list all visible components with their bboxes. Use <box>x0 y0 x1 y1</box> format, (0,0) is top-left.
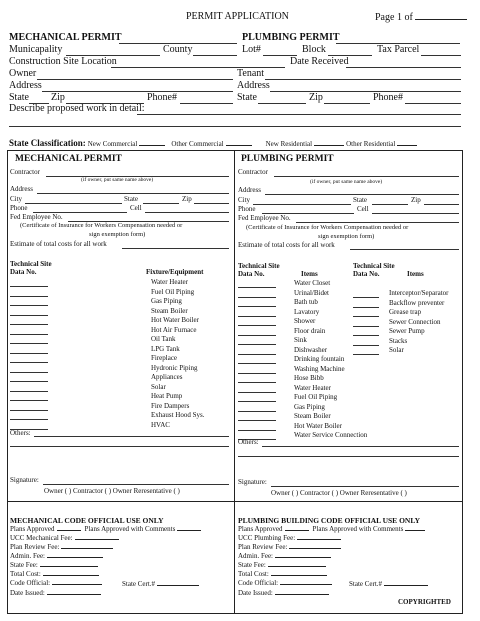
new-commercial-field[interactable] <box>139 145 165 146</box>
plumb-zip-field[interactable] <box>424 204 459 205</box>
mech-code-official: Code Official: <box>10 580 102 587</box>
equipment-item-label: LPG Tank <box>151 344 180 353</box>
equipment-item-label: Water Heater <box>151 278 188 286</box>
mech-address-field[interactable] <box>37 193 229 194</box>
page-total-field[interactable] <box>415 19 467 20</box>
mech-plan-review-fee-field[interactable] <box>61 548 113 549</box>
data-no-field[interactable] <box>238 420 276 421</box>
plumb-signer-roles[interactable]: Owner ( ) Contractor ( ) Owner Reresentative ( ) <box>271 489 407 497</box>
data-no-field[interactable] <box>238 335 276 336</box>
plumb-state-cert-field[interactable] <box>384 585 428 586</box>
owner-label: Owner <box>9 68 37 79</box>
mech-total-cost-field[interactable] <box>43 575 99 576</box>
data-no-field[interactable] <box>353 345 379 346</box>
plumb-tech-site-header-2: Technical Site <box>353 262 395 270</box>
mech-others-field-2[interactable] <box>10 446 229 447</box>
other-commercial-field[interactable] <box>226 145 252 146</box>
plumb-box-title: PLUMBING PERMIT <box>241 154 334 164</box>
plumb-tech-site-header-1: Technical Site <box>238 262 280 270</box>
mech-admin-fee: Admin. Fee: <box>10 553 103 560</box>
plumb-data-no-header-1: Data No. <box>238 270 265 278</box>
data-no-field[interactable] <box>238 430 276 431</box>
mech-fed-label: Fed Employee No. <box>10 213 63 221</box>
equipment-item-label: Sink <box>294 336 307 344</box>
owner-state-label: State <box>9 92 29 103</box>
mech-state-field[interactable] <box>143 203 179 204</box>
plumb-city-label: City <box>238 196 251 204</box>
plumb-state-cert: State Cert.# <box>349 581 428 588</box>
plumb-total-cost-field[interactable] <box>271 575 327 576</box>
equipment-item-label: Dishwasher <box>294 345 328 354</box>
state-classification <box>9 139 417 148</box>
tenant-zip-label: Zip <box>309 92 323 103</box>
equipment-item-label: Fire Dampers <box>151 401 190 410</box>
mech-state-cert-field[interactable] <box>157 585 199 586</box>
describe-work-field-1[interactable] <box>137 114 461 115</box>
plumb-signature-field[interactable] <box>271 486 459 487</box>
data-no-field[interactable] <box>238 354 276 355</box>
mech-ucc-fee: UCC Mechanical Fee: <box>10 535 119 542</box>
mech-signer-roles[interactable]: Owner ( ) Contractor ( ) Owner Reresentative ( ) <box>44 487 180 495</box>
plumb-plan-review-fee-field[interactable] <box>289 548 341 549</box>
mech-others-field-1[interactable] <box>34 436 229 437</box>
tenant-state-field[interactable] <box>258 103 306 104</box>
owner-phone-field[interactable] <box>180 103 233 104</box>
plumb-plans-approved: Plans Approved Plans Approved with Comments <box>238 526 425 533</box>
mech-estimate-field[interactable] <box>122 248 229 249</box>
mech-phone-label: Phone <box>10 204 28 212</box>
equipment-item-label: Hot Water Boiler <box>294 421 342 430</box>
plumb-state-fee: State Fee: <box>238 562 326 569</box>
plumb-address-label: Address <box>238 186 261 194</box>
equipment-item-label: Hot Air Furnace <box>151 325 197 334</box>
plumb-city-field[interactable] <box>253 204 351 205</box>
mech-admin-fee-field[interactable] <box>47 557 103 558</box>
equipment-item-label: Urinal/Bidet <box>294 288 329 297</box>
data-no-field[interactable] <box>10 305 48 306</box>
plumb-fed-label: Fed Employee No. <box>238 214 291 222</box>
equipment-item-label: Gas Piping <box>294 402 325 411</box>
equipment-item-label: Backflow preventer <box>389 298 445 307</box>
owner-phone-label: Phone# <box>147 92 177 103</box>
data-no-field[interactable] <box>10 315 48 316</box>
tax-parcel-field[interactable] <box>421 55 461 56</box>
plumb-items-header-1: Items <box>301 270 318 278</box>
equipment-item-label: HVAC <box>151 420 170 429</box>
equipment-item-label: Gas Piping <box>151 297 182 305</box>
plumb-zip-label: Zip <box>411 196 421 204</box>
equipment-item-label: Water Closet <box>294 279 331 287</box>
plumb-fed-field[interactable] <box>296 222 459 223</box>
describe-work-label: Describe proposed work in detail: <box>9 103 145 114</box>
plumb-state-label: State <box>353 196 367 204</box>
plumb-plans-approved-field[interactable] <box>285 530 309 531</box>
plumb-date-issued-field[interactable] <box>275 594 329 595</box>
equipment-item-label: Sewer Connection <box>389 317 441 326</box>
new-commercial-label: New Commercial <box>87 140 138 148</box>
equipment-item-label: Solar <box>151 382 166 391</box>
equipment-item-label: Washing Machine <box>294 364 345 373</box>
equipment-item-label: Grease trap <box>389 308 422 316</box>
mech-plans-comments-field[interactable] <box>177 530 201 531</box>
mech-official-title: MECHANICAL CODE OFFICIAL USE ONLY <box>10 516 164 525</box>
plumb-contractor-label: Contractor <box>238 168 268 176</box>
data-no-field[interactable] <box>238 392 276 393</box>
signature-divider <box>7 501 463 502</box>
mech-plans-approved-field[interactable] <box>57 530 81 531</box>
equipment-item-label: Fuel Oil Piping <box>151 287 195 296</box>
tenant-address-label: Address <box>237 80 270 91</box>
equipment-item-label: Fireplace <box>151 354 178 362</box>
data-no-field[interactable] <box>353 326 379 327</box>
owner-zip-label: Zip <box>51 92 65 103</box>
mech-permit-heading: MECHANICAL PERMIT <box>9 32 122 43</box>
plumb-signature-label: Signature: <box>238 478 267 486</box>
data-no-field[interactable] <box>238 316 276 317</box>
plumb-ucc-fee: UCC Plumbing Fee: <box>238 535 341 542</box>
plumb-total-cost: Total Cost: <box>238 571 327 578</box>
data-no-field[interactable] <box>238 401 276 402</box>
data-no-field[interactable] <box>238 344 276 345</box>
equipment-item-label: Interceptor/Separator <box>389 289 449 297</box>
mech-signature-field[interactable] <box>43 484 229 485</box>
mech-state-cert: State Cert.# <box>122 581 199 588</box>
plumb-admin-fee: Admin. Fee: <box>238 553 331 560</box>
equipment-item-label: Hot Water Boiler <box>151 316 199 324</box>
new-residential-field[interactable] <box>314 145 344 146</box>
construction-site-label: Construction Site Location <box>9 56 117 67</box>
plumb-official-title: PLUMBING BUILDING CODE OFFICIAL USE ONLY <box>238 516 421 525</box>
tenant-state-label: State <box>237 92 257 103</box>
data-no-field[interactable] <box>10 286 48 287</box>
date-received-field[interactable] <box>346 67 461 68</box>
plumb-address-field[interactable] <box>265 194 459 195</box>
data-no-field[interactable] <box>10 372 48 373</box>
plumb-cert-note-1: (Certificate of Insurance for Workers Compensation needed or <box>246 224 409 231</box>
copyright-notice: COPYRIGHTED <box>398 598 451 606</box>
other-commercial-label: Other Commercial <box>171 140 224 148</box>
mech-state-fee-field[interactable] <box>40 566 98 567</box>
equipment-item-label: Floor drain <box>294 326 326 335</box>
plumb-items-header-2: Items <box>407 270 424 278</box>
plumb-estimate-field[interactable] <box>350 249 459 250</box>
equipment-item-label: Appliances <box>151 373 183 381</box>
mech-cell-label: Cell <box>130 204 142 212</box>
plumb-estimate-label: Estimate of total costs for all work <box>238 241 335 249</box>
mech-date-issued: Date Issued: <box>10 590 101 597</box>
equipment-item-label: Shower <box>294 317 316 325</box>
data-no-field[interactable] <box>238 373 276 374</box>
data-no-field[interactable] <box>10 362 48 363</box>
data-no-field[interactable] <box>353 316 379 317</box>
mech-cert-note-2: sign exemption form) <box>89 231 146 238</box>
data-no-field[interactable] <box>10 419 48 420</box>
tenant-address-field[interactable] <box>270 91 461 92</box>
plumb-cert-note-2: sign exemption form) <box>318 233 375 240</box>
equipment-item-label: Heat Pump <box>151 392 183 400</box>
tenant-phone-field[interactable] <box>405 103 461 104</box>
equipment-item-label: Water Heater <box>294 383 331 392</box>
county-label: County <box>163 44 193 55</box>
mech-zip-label: Zip <box>182 195 192 203</box>
mech-owner-note: (if owner, put same name above) <box>81 177 154 183</box>
plumb-code-official: Code Official: <box>238 580 332 587</box>
data-no-field[interactable] <box>10 334 48 335</box>
plumb-date-issued: Date Issued: <box>238 590 329 597</box>
mech-city-field[interactable] <box>25 203 122 204</box>
mech-estimate-label: Estimate of total costs for all work <box>10 240 107 248</box>
mech-total-cost: Total Cost: <box>10 571 99 578</box>
mech-cell-field[interactable] <box>145 212 229 213</box>
data-no-field[interactable] <box>353 307 379 308</box>
state-classification-label: State Classification: <box>9 138 86 148</box>
plumb-plan-review-fee: Plan Review Fee: <box>238 544 341 551</box>
municipality-label: Municapality <box>9 44 63 55</box>
form-title: PERMIT APPLICATION <box>186 11 289 22</box>
equipment-item-label: Exhaust Hood Sys. <box>151 411 205 419</box>
plumb-owner-note: (if owner, put same name above) <box>310 179 383 185</box>
data-no-field[interactable] <box>10 400 48 401</box>
plumb-contractor-field[interactable] <box>274 176 459 177</box>
new-residential-label: New Residential <box>265 140 313 148</box>
mech-data-no-header: Data No. <box>10 268 37 276</box>
plumb-state-fee-field[interactable] <box>268 566 326 567</box>
describe-work-field-2[interactable] <box>9 126 461 127</box>
mech-signature-label: Signature: <box>10 476 39 484</box>
mech-tech-site-header: Technical Site <box>10 260 52 268</box>
data-no-field[interactable] <box>353 354 379 355</box>
county-field[interactable] <box>193 55 237 56</box>
mech-others-label: Others: <box>10 429 31 437</box>
data-no-field[interactable] <box>10 324 48 325</box>
tenant-phone-label: Phone# <box>373 92 403 103</box>
plumb-others-field-1[interactable] <box>262 446 459 447</box>
mech-state-label: State <box>124 195 138 203</box>
plumb-state-field[interactable] <box>372 204 408 205</box>
mech-zip-field[interactable] <box>194 203 229 204</box>
mech-cert-note-1: (Certificate of Insurance for Workers Compensation needed or <box>20 222 183 229</box>
permit-box-divider <box>234 150 235 614</box>
equipment-item-label: Sewer Pump <box>389 327 425 335</box>
plumb-cell-field[interactable] <box>372 213 459 214</box>
data-no-field[interactable] <box>10 343 48 344</box>
mech-box-title: MECHANICAL PERMIT <box>15 154 122 164</box>
owner-address-field[interactable] <box>42 91 233 92</box>
mech-plan-review-fee: Plan Review Fee: <box>10 544 113 551</box>
mech-address-label: Address <box>10 185 33 193</box>
data-no-field[interactable] <box>10 353 48 354</box>
mech-city-label: City <box>10 195 23 203</box>
plumb-others-field-2[interactable] <box>238 456 459 457</box>
tax-parcel-label: Tax Parcel <box>377 44 420 55</box>
plumb-others-label: Others: <box>238 438 259 446</box>
equipment-item-label: Hose Bibb <box>294 374 324 382</box>
plumb-permit-heading: PLUMBING PERMIT <box>242 32 340 43</box>
equipment-item-label: Solar <box>389 346 404 354</box>
data-no-field[interactable] <box>353 335 379 336</box>
data-no-field[interactable] <box>353 297 379 298</box>
owner-address-label: Address <box>9 80 42 91</box>
block-label: Block <box>302 44 326 55</box>
equipment-item-label: Fuel Oil Piping <box>294 393 338 401</box>
equipment-item-label: Drinking fountain <box>294 355 345 363</box>
other-residential-label: Other Residential <box>346 140 396 148</box>
plumb-code-official-field[interactable] <box>280 584 332 585</box>
equipment-item-label: Hydronic Piping <box>151 363 198 372</box>
other-residential-field[interactable] <box>397 145 417 146</box>
data-no-field[interactable] <box>238 382 276 383</box>
mech-state-fee: State Fee: <box>10 562 98 569</box>
plumb-admin-fee-field[interactable] <box>275 557 331 558</box>
data-no-field[interactable] <box>10 410 48 411</box>
data-no-field[interactable] <box>238 287 276 288</box>
owner-field[interactable] <box>37 79 233 80</box>
equipment-item-label: Steam Boiler <box>151 306 188 315</box>
mech-date-issued-field[interactable] <box>47 594 101 595</box>
tenant-field[interactable] <box>265 79 461 80</box>
mech-contractor-label: Contractor <box>10 168 40 176</box>
mech-fixture-header: Fixture/Equipment <box>146 268 204 276</box>
plumb-phone-label: Phone <box>238 205 256 213</box>
equipment-item-label: Lavatory <box>294 307 320 316</box>
equipment-item-label: Bath tub <box>294 298 318 306</box>
data-no-field[interactable] <box>10 296 48 297</box>
plumb-cell-label: Cell <box>357 205 369 213</box>
data-no-field[interactable] <box>10 391 48 392</box>
data-no-field[interactable] <box>238 306 276 307</box>
data-no-field[interactable] <box>238 411 276 412</box>
equipment-item-label: Steam Boiler <box>294 412 331 420</box>
data-no-field[interactable] <box>238 363 276 364</box>
plumb-ucc-fee-field[interactable] <box>297 539 341 540</box>
mech-plans-approved: Plans Approved Plans Approved with Comments <box>10 526 201 533</box>
equipment-item-label: Stacks <box>389 336 408 345</box>
page-number: Page 1 of <box>375 13 467 23</box>
equipment-item-label: Oil Tank <box>151 335 176 343</box>
data-no-field[interactable] <box>238 297 276 298</box>
mech-code-official-field[interactable] <box>52 584 102 585</box>
plumb-data-no-header-2: Data No. <box>353 270 380 278</box>
plumb-plans-comments-field[interactable] <box>405 530 425 531</box>
tenant-zip-field[interactable] <box>324 103 370 104</box>
equipment-item-label: Water Service Connection <box>294 431 368 439</box>
data-no-field[interactable] <box>238 325 276 326</box>
lot-label: Lot# <box>242 44 261 55</box>
mech-ucc-fee-field[interactable] <box>75 539 119 540</box>
date-received-label: Date Received <box>290 56 349 67</box>
data-no-field[interactable] <box>10 381 48 382</box>
tenant-label: Tenant <box>237 68 265 79</box>
